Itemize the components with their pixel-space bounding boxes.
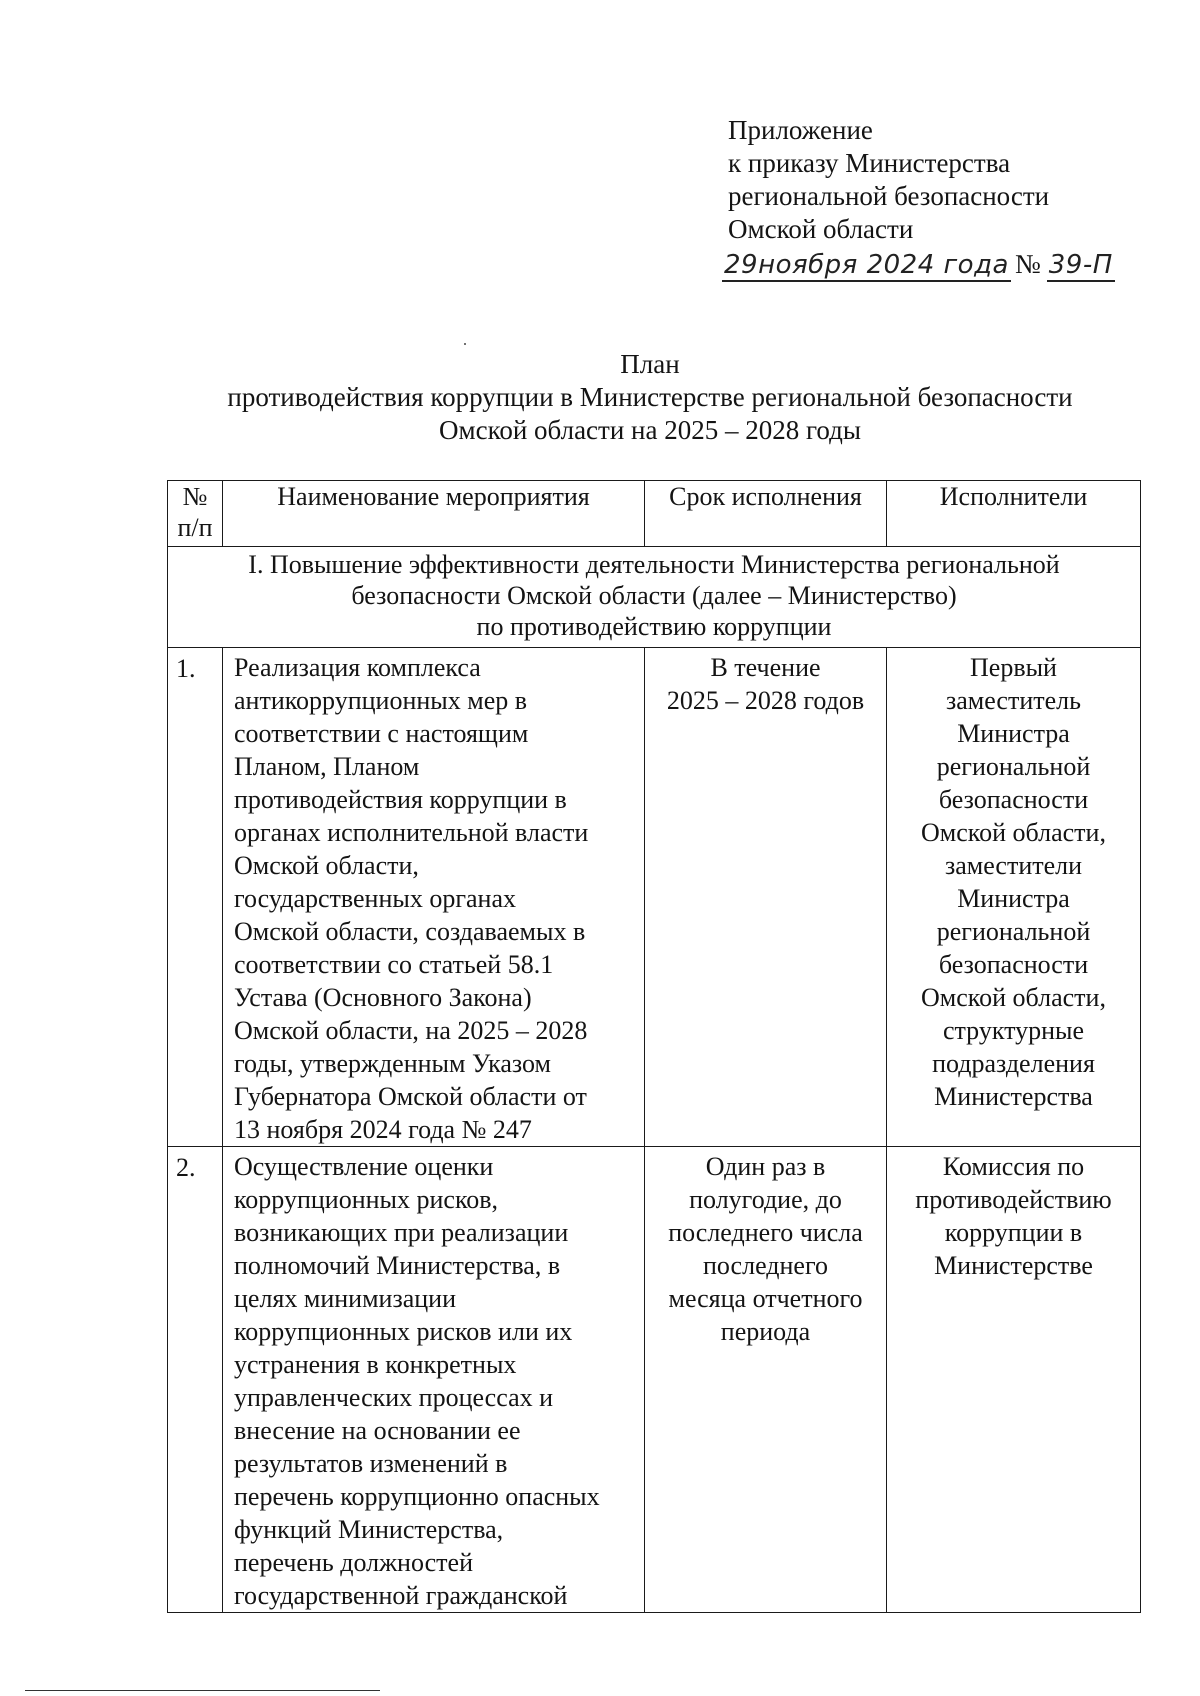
row-name	[223, 648, 645, 1147]
footnote-rule	[25, 1690, 380, 1691]
header-name: Наименование мероприятия	[223, 481, 645, 547]
row-name-line: перечень коррупционно опасных	[234, 1482, 600, 1511]
order-number: 39-П	[1048, 250, 1113, 280]
row-name-line: соответствии с настоящим	[234, 719, 529, 748]
row-name-line: результатов изменений в	[234, 1449, 508, 1478]
row-executor-line: структурные	[942, 1016, 1085, 1045]
row-name-line: Омской области, на 2025 – 2028	[234, 1016, 588, 1045]
row-executor-line: заместитель	[945, 686, 1081, 715]
header-number	[168, 481, 223, 547]
appendix-line: к приказу Министерства	[728, 148, 1011, 178]
row-deadline-line: периода	[720, 1317, 811, 1346]
row-executor-line: заместители	[944, 851, 1083, 880]
table-header-row	[168, 481, 1141, 547]
header-number-abbr: п/п	[177, 513, 213, 542]
row-executor-line: Первый	[970, 653, 1057, 682]
row-executor-line: Омской области,	[921, 983, 1106, 1012]
row-name-line: Губернатора Омской области от	[234, 1082, 587, 1111]
row-name-line: коррупционных рисков или их	[234, 1317, 573, 1346]
row-executor-line: коррупции в	[944, 1218, 1083, 1247]
row-name-line: возникающих при реализации	[234, 1218, 569, 1247]
row-executor-line: безопасности	[938, 785, 1089, 814]
table-row	[168, 648, 1141, 1147]
row-name-line: государственной гражданской	[234, 1581, 568, 1610]
appendix-block	[724, 114, 1115, 282]
row-name-line: 13 ноября 2024 года № 247	[234, 1115, 532, 1144]
row-name-line: Омской области, создаваемых в	[234, 917, 586, 946]
order-date: 29ноября 2024 года	[724, 250, 1009, 280]
title-line: противодействия коррупции в Министерстве региональной безопасности	[227, 382, 1073, 412]
section-title-line: I. Повышение эффективности деятельности Министерства региональной	[248, 550, 1060, 579]
section-row	[168, 547, 1141, 648]
row-deadline-line: 2025 – 2028 годов	[666, 686, 865, 715]
appendix-line: региональной безопасности	[728, 181, 1050, 211]
scan-speck	[464, 343, 466, 345]
section-title-line: безопасности Омской области (далее – Министерство)	[351, 581, 957, 610]
row-name-line: антикоррупционных мер в	[234, 686, 528, 715]
section-title-line: по противодействию коррупции	[476, 612, 832, 641]
row-name-line: соответствии со статьей 58.1	[234, 950, 554, 979]
row-executors	[887, 648, 1141, 1147]
row-executor-line: противодействию	[915, 1185, 1112, 1214]
row-deadline-line: полугодие, до	[689, 1185, 842, 1214]
row-deadline-line: Один раз в	[705, 1152, 826, 1181]
row-executor-line: подразделения	[932, 1049, 1095, 1078]
row-number: 2.	[168, 1147, 223, 1613]
row-executor-line: Министра	[957, 884, 1070, 913]
row-name-line: перечень должностей	[234, 1548, 473, 1577]
row-executor-line: региональной	[936, 917, 1091, 946]
row-name-line: Реализация комплекса	[234, 653, 481, 682]
row-name	[223, 1147, 645, 1613]
row-executor-line: Министерстве	[934, 1251, 1093, 1280]
row-name-line: устранения в конкретных	[234, 1350, 517, 1379]
row-deadline	[645, 648, 887, 1147]
row-executor-line: безопасности	[938, 950, 1089, 979]
row-executors	[887, 1147, 1141, 1613]
row-deadline-line: последнего	[703, 1251, 828, 1280]
row-name-line: внесение на основании ее	[234, 1416, 521, 1445]
title-line: План	[620, 349, 680, 379]
table-row	[168, 1147, 1141, 1613]
document-title	[100, 348, 1200, 447]
section-title	[168, 547, 1141, 648]
appendix-line: Приложение	[728, 115, 873, 145]
row-name-line: функций Министерства,	[234, 1515, 504, 1544]
row-executor-line: Министерства	[934, 1082, 1093, 1111]
header-number-sign: №	[182, 482, 208, 511]
row-deadline-line: В течение	[710, 653, 821, 682]
row-executor-line: региональной	[936, 752, 1091, 781]
row-name-line: органах исполнительной власти	[234, 818, 589, 847]
row-deadline-line: месяца отчетного	[668, 1284, 863, 1313]
row-name-line: противодействия коррупции в	[234, 785, 567, 814]
row-executor-line: Министра	[957, 719, 1070, 748]
appendix-line: Омской области	[728, 214, 914, 244]
row-name-line: полномочий Министерства, в	[234, 1251, 561, 1280]
row-name-line: целях минимизации	[234, 1284, 457, 1313]
row-name-line: коррупционных рисков,	[234, 1185, 499, 1214]
row-name-line: государственных органах	[234, 884, 517, 913]
row-name-line: Осуществление оценки	[234, 1152, 494, 1181]
row-name-line: Омской области,	[234, 851, 419, 880]
row-executor-line: Омской области,	[921, 818, 1106, 847]
row-number: 1.	[168, 648, 223, 1147]
number-sign: №	[1014, 249, 1041, 279]
header-deadline: Срок исполнения	[645, 481, 887, 547]
row-name-line: годы, утвержденным Указом	[234, 1049, 551, 1078]
row-name-line: управленческих процессах и	[234, 1383, 554, 1412]
plan-table	[167, 480, 1141, 1613]
row-name-line: Планом, Планом	[234, 752, 420, 781]
row-deadline	[645, 1147, 887, 1613]
order-reference	[724, 248, 1115, 282]
row-executor-line: Комиссия по	[942, 1152, 1085, 1181]
title-line: Омской области на 2025 – 2028 годы	[439, 415, 861, 445]
header-executors: Исполнители	[887, 481, 1141, 547]
row-name-line: Устава (Основного Закона)	[234, 983, 532, 1012]
row-deadline-line: последнего числа	[668, 1218, 863, 1247]
